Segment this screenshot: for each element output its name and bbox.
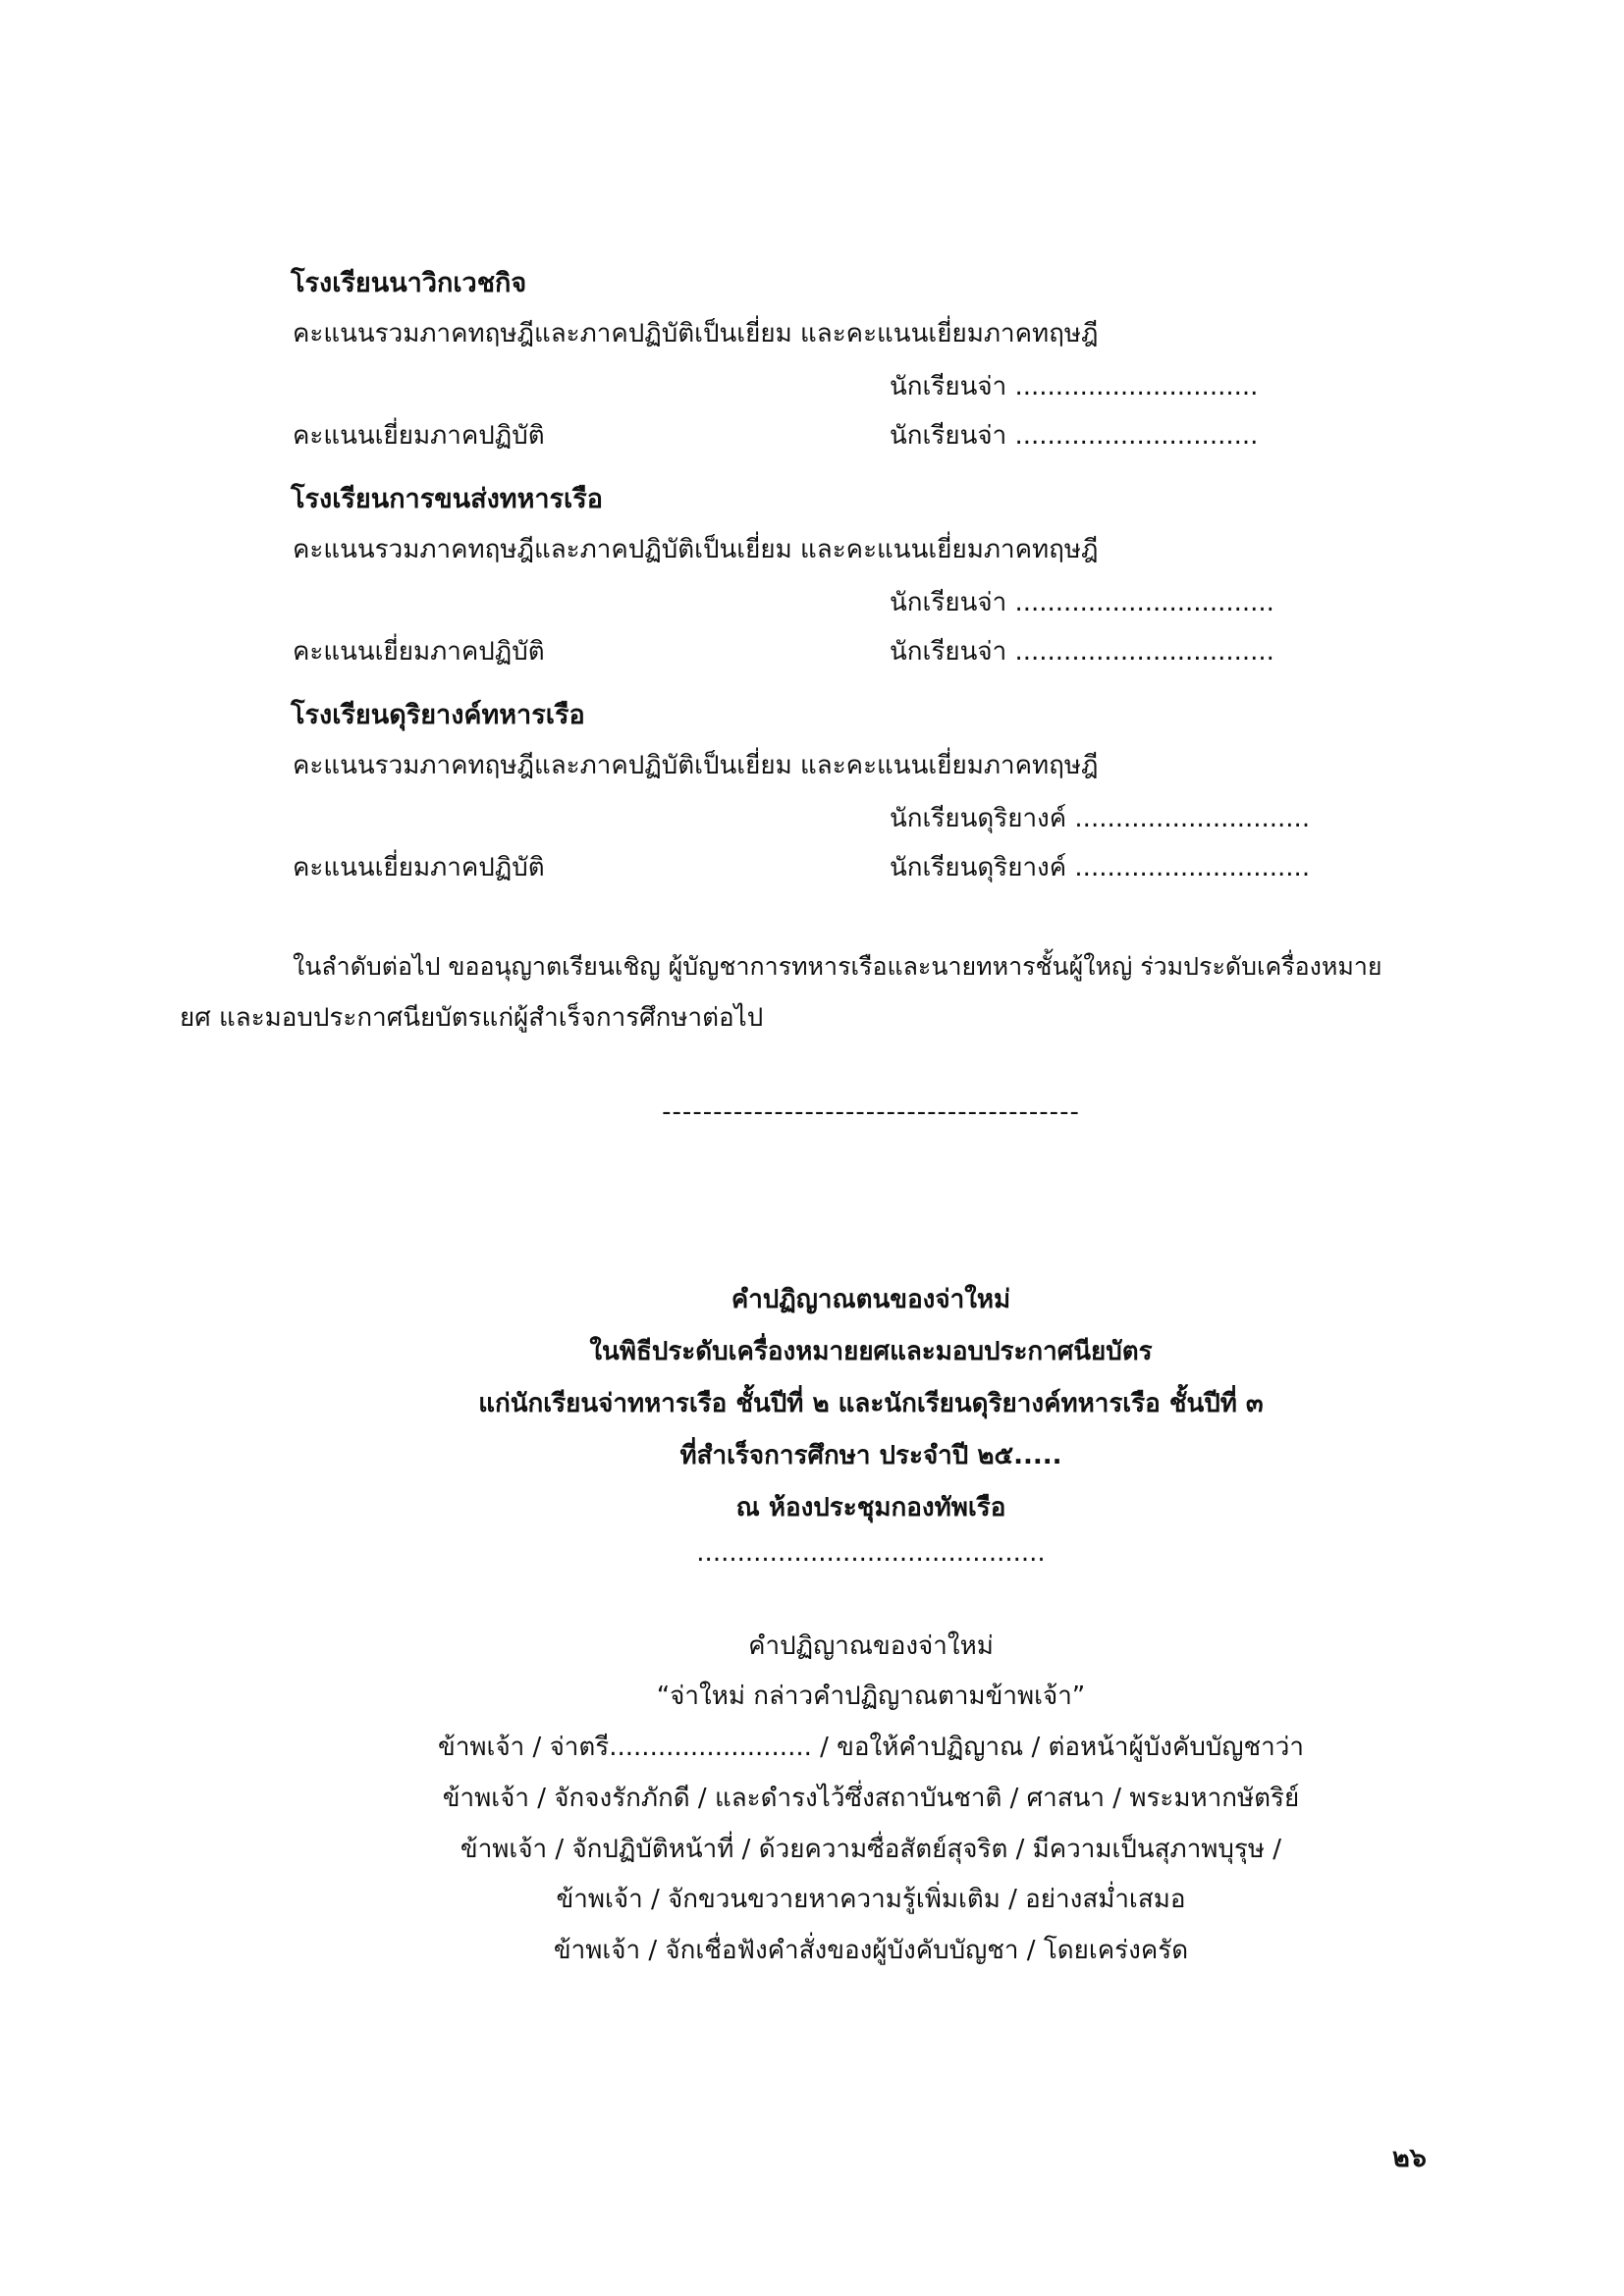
- oath-header-dots: ...........................................: [696, 1538, 1046, 1568]
- combined-score-recipient: นักเรียนจ่า ................................: [890, 588, 1274, 617]
- combined-score-recipient: นักเรียนดุริยางค์ .............................: [890, 804, 1311, 833]
- page-number: ๒๖: [1392, 2143, 1427, 2173]
- oath-line: ข้าพเจ้า / จ่าตรี......................... / ขอให้คำปฏิญาณ / ต่อหน้าผู้บังคับบัญชาว่า: [438, 1733, 1304, 1762]
- oath-line: ข้าพเจ้า / จักเชื่อฟังคำสั่งของผู้บังคับบัญชา / โดยเคร่งครัด: [553, 1936, 1189, 1965]
- combined-score-label: คะแนนรวมภาคทฤษฎีและภาคปฏิบัติเป็นเยี่ยม และคะแนนเยี่ยมภาคทฤษฎี: [293, 319, 1099, 348]
- oath-header-year: ที่สำเร็จการศึกษา ประจำปี ๒๕.....: [679, 1441, 1062, 1470]
- section-title-naval-music-school: โรงเรียนดุริยางค์ทหารเรือ: [291, 700, 585, 730]
- combined-score-label: คะแนนรวมภาคทฤษฎีและภาคปฏิบัติเป็นเยี่ยม และคะแนนเยี่ยมภาคทฤษฎี: [293, 535, 1099, 564]
- combined-score-label: คะแนนรวมภาคทฤษฎีและภาคปฏิบัติเป็นเยี่ยม และคะแนนเยี่ยมภาคทฤษฎี: [293, 751, 1099, 780]
- oath-header-ceremony: ในพิธีประดับเครื่องหมายยศและมอบประกาศนียบัตร: [589, 1337, 1153, 1366]
- practical-score-recipient: นักเรียนดุริยางค์ .............................: [890, 853, 1311, 882]
- section-separator: -----------------------------------------: [662, 1097, 1080, 1127]
- oath-body-instruction: “จ่าใหม่ กล่าวคำปฏิญาณตามข้าพเจ้า”: [656, 1682, 1086, 1711]
- invitation-line-1: ในลำดับต่อไป ขออนุญาตเรียนเชิญ ผู้บัญชาการทหารเรือและนายทหารชั้นผู้ใหญ่ ร่วมประดับเครื่องหมาย: [293, 952, 1382, 981]
- invitation-line-2: ยศ และมอบประกาศนียบัตรแก่ผู้สำเร็จการศึกษาต่อไป: [180, 1003, 764, 1033]
- section-title-naval-medical-school: โรงเรียนนาวิกเวชกิจ: [291, 268, 527, 298]
- practical-score-recipient: นักเรียนจ่า ................................: [890, 637, 1274, 667]
- practical-score-label: คะแนนเยี่ยมภาคปฏิบัติ: [293, 421, 545, 451]
- oath-header-venue: ณ ห้องประชุมกองทัพเรือ: [735, 1493, 1006, 1522]
- section-title-naval-transport-school: โรงเรียนการขนส่งทหารเรือ: [291, 484, 603, 514]
- practical-score-label: คะแนนเยี่ยมภาคปฏิบัติ: [293, 853, 545, 882]
- oath-header-title: คำปฏิญาณตนของจ่าใหม่: [731, 1285, 1011, 1314]
- oath-header-recipients: แก่นักเรียนจ่าทหารเรือ ชั้นปีที่ ๒ และนักเรียนดุริยางค์ทหารเรือ ชั้นปีที่ ๓: [478, 1389, 1264, 1418]
- oath-line: ข้าพเจ้า / จักขวนขวายหาความรู้เพิ่มเติม / อย่างสม่ำเสมอ: [556, 1885, 1186, 1914]
- oath-line: ข้าพเจ้า / จักปฏิบัติหน้าที่ / ด้วยความซื่อสัตย์สุจริต / มีความเป็นสุภาพบุรุษ /: [460, 1835, 1282, 1864]
- combined-score-recipient: นักเรียนจ่า ..............................: [890, 372, 1259, 401]
- practical-score-recipient: นักเรียนจ่า ..............................: [890, 421, 1259, 451]
- oath-line: ข้าพเจ้า / จักจงรักภักดี / และดำรงไว้ซึ่งสถาบันชาติ / ศาสนา / พระมหากษัตริย์: [442, 1784, 1300, 1813]
- practical-score-label: คะแนนเยี่ยมภาคปฏิบัติ: [293, 637, 545, 667]
- oath-body-title: คำปฏิญาณของจ่าใหม่: [748, 1631, 994, 1661]
